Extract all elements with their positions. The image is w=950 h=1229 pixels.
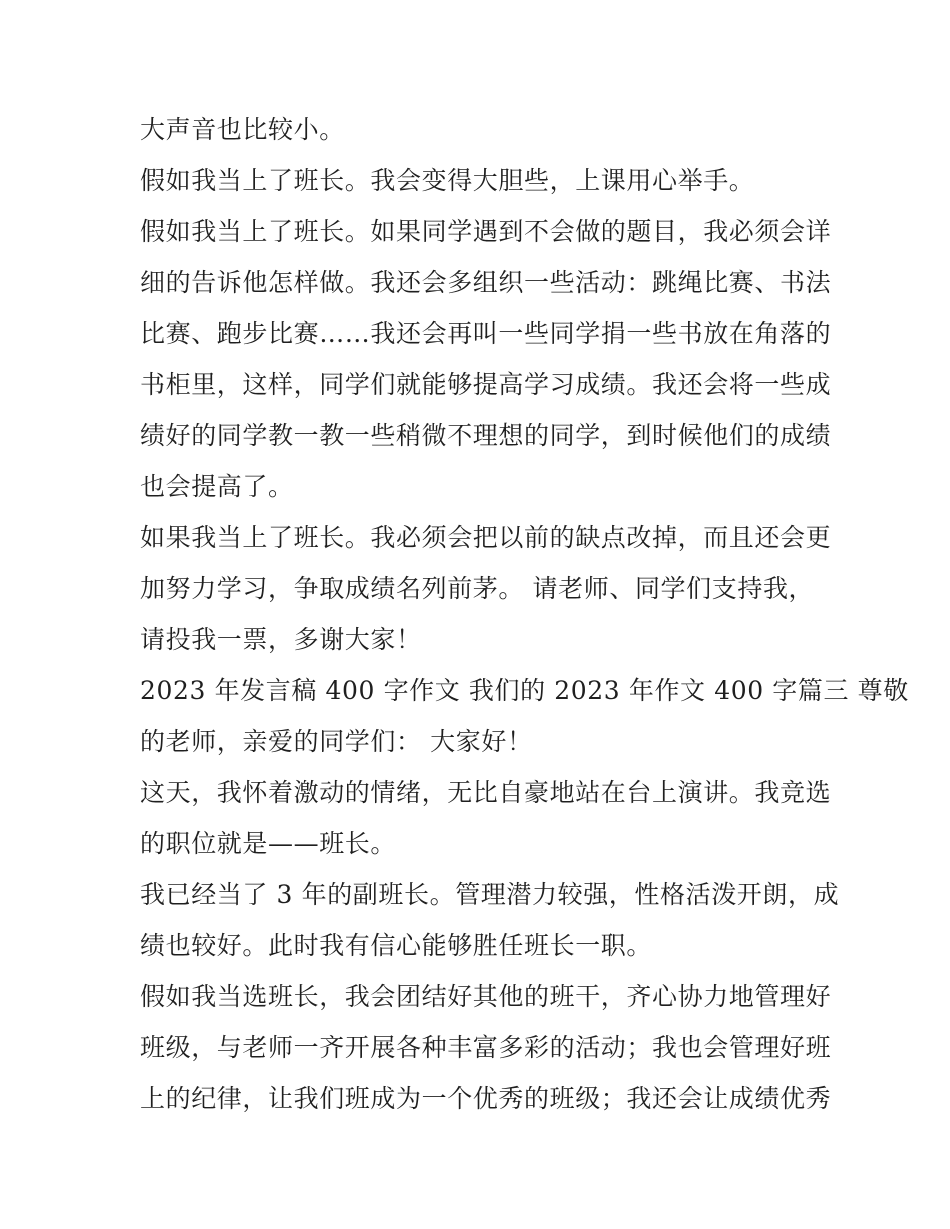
text-line: 比赛、跑步比赛……我还会再叫一些同学捐一些书放在角落的: [140, 319, 832, 348]
text-line: 加努力学习，争取成绩名列前茅。 请老师、同学们支持我，: [140, 574, 815, 603]
text-line: 绩也较好。此时我有信心能够胜任班长一职。: [140, 931, 653, 960]
text-line: 请投我一票，多谢大家！: [140, 625, 422, 654]
text-line: 的老师，亲爱的同学们： 大家好！: [140, 727, 533, 756]
text-line: 的职位就是——班长。: [140, 829, 397, 858]
text-line: 也会提高了。: [140, 472, 294, 501]
text-line: 书柜里，这样，同学们就能够提高学习成绩。我还会将一些成: [140, 370, 832, 399]
text-line: 班级，与老师一齐开展各种丰富多彩的活动；我也会管理好班: [140, 1033, 832, 1062]
text-line: 假如我当上了班长。我会变得大胆些，上课用心举手。: [140, 166, 755, 195]
text-line: 绩好的同学教一教一些稍微不理想的同学，到时候他们的成绩: [140, 421, 832, 450]
text-line: 如果我当上了班长。我必须会把以前的缺点改掉，而且还会更: [140, 523, 832, 552]
text-line: 2023 年发言稿 400 字作文 我们的 2023 年作文 400 字篇三 尊敬: [140, 676, 909, 705]
text-line: 假如我当上了班长。如果同学遇到不会做的题目，我必须会详: [140, 217, 832, 246]
text-line: 假如我当选班长，我会团结好其他的班干，齐心协力地管理好: [140, 982, 832, 1011]
text-line: 上的纪律，让我们班成为一个优秀的班级；我还会让成绩优秀: [140, 1084, 832, 1113]
document-body: [140, 104, 909, 1124]
text-line: 细的告诉他怎样做。我还会多组织一些活动：跳绳比赛、书法: [140, 268, 832, 297]
text-line: 大声音也比较小。: [140, 115, 345, 144]
text-line: 我已经当了 3 年的副班长。管理潜力较强，性格活泼开朗，成: [140, 880, 840, 909]
text-line: 这天，我怀着激动的情绪，无比自豪地站在台上演讲。我竞选: [140, 778, 832, 807]
